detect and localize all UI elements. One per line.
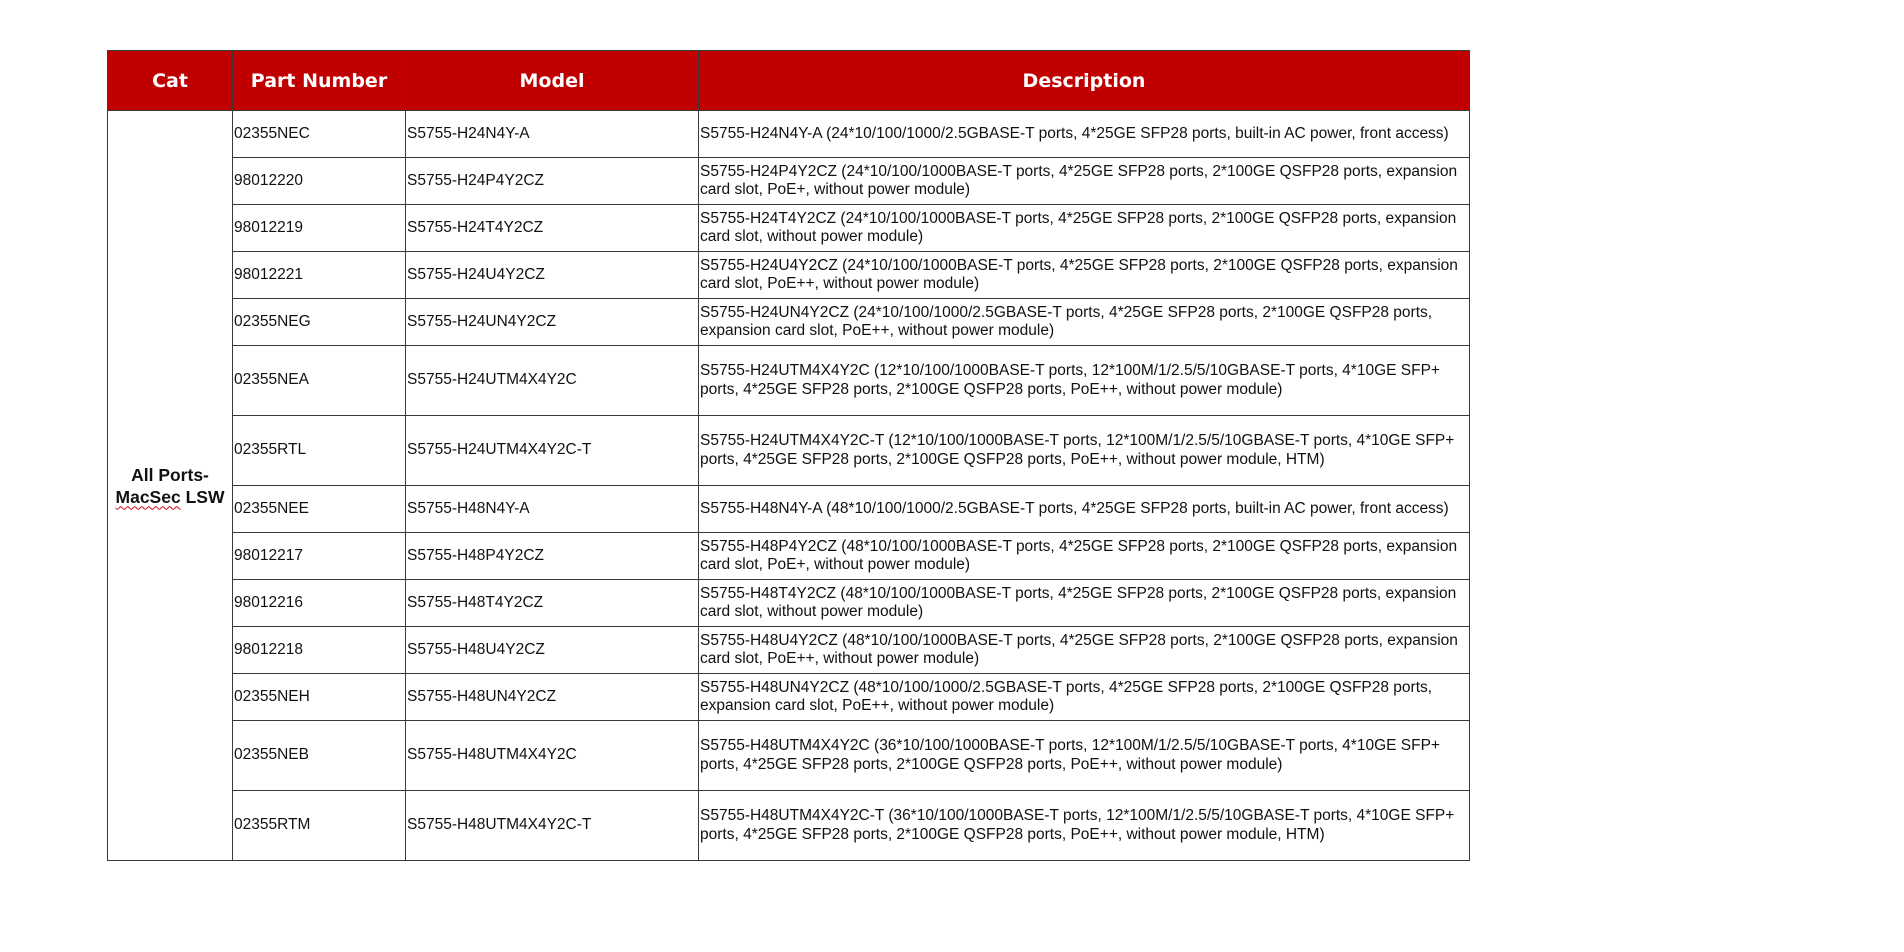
part-number-cell: 02355NEA	[233, 346, 406, 416]
part-number-cell: 98012217	[233, 533, 406, 580]
description-cell: S5755-H48T4Y2CZ (48*10/100/1000BASE-T ports, 4*25GE SFP28 ports, 2*100GE QSFP28 ports, expansion card slot, without power module)	[699, 580, 1470, 627]
model-cell: S5755-H48T4Y2CZ	[406, 580, 699, 627]
model-cell: S5755-H48N4Y-A	[406, 486, 699, 533]
table-body	[108, 111, 1470, 861]
table-row	[108, 533, 1470, 580]
part-number-cell: 02355RTL	[233, 416, 406, 486]
part-number-cell: 02355NEG	[233, 299, 406, 346]
description-cell: S5755-H24T4Y2CZ (24*10/100/1000BASE-T ports, 4*25GE SFP28 ports, 2*100GE QSFP28 ports, expansion card slot, without power module)	[699, 205, 1470, 252]
column-header-description: Description	[699, 51, 1470, 111]
table-row	[108, 158, 1470, 205]
model-cell: S5755-H24UTM4X4Y2C-T	[406, 416, 699, 486]
description-cell: S5755-H48N4Y-A (48*10/100/1000/2.5GBASE-T ports, 4*25GE SFP28 ports, built-in AC power, front access)	[699, 486, 1470, 533]
part-number-cell: 02355RTM	[233, 791, 406, 861]
table-row	[108, 580, 1470, 627]
part-number-cell: 98012216	[233, 580, 406, 627]
column-header-model: Model	[406, 51, 699, 111]
description-cell: S5755-H24UN4Y2CZ (24*10/100/1000/2.5GBASE-T ports, 4*25GE SFP28 ports, 2*100GE QSFP28 ports, expansion card slot, PoE++, without power module)	[699, 299, 1470, 346]
column-header-cat: Cat	[108, 51, 233, 111]
category-word-lsw: LSW	[185, 486, 225, 507]
part-number-cell: 02355NEC	[233, 111, 406, 158]
table-row	[108, 674, 1470, 721]
part-number-cell: 98012218	[233, 627, 406, 674]
model-cell: S5755-H24N4Y-A	[406, 111, 699, 158]
part-number-cell: 02355NEH	[233, 674, 406, 721]
model-cell: S5755-H24T4Y2CZ	[406, 205, 699, 252]
part-number-cell: 02355NEB	[233, 721, 406, 791]
part-number-cell: 98012219	[233, 205, 406, 252]
description-cell: S5755-H24UTM4X4Y2C (12*10/100/1000BASE-T ports, 12*100M/1/2.5/5/10GBASE-T ports, 4*10GE SFP+ ports, 4*25GE SFP28 ports, 2*100GE QSFP28 ports, PoE++, without power module)	[699, 346, 1470, 416]
table-row	[108, 252, 1470, 299]
description-cell: S5755-H48UTM4X4Y2C (36*10/100/1000BASE-T ports, 12*100M/1/2.5/5/10GBASE-T ports, 4*10GE SFP+ ports, 4*25GE SFP28 ports, 2*100GE QSFP28 ports, PoE++, without power module)	[699, 721, 1470, 791]
category-cell	[108, 111, 233, 861]
description-cell: S5755-H48UTM4X4Y2C-T (36*10/100/1000BASE-T ports, 12*100M/1/2.5/5/10GBASE-T ports, 4*10GE SFP+ ports, 4*25GE SFP28 ports, 2*100GE QSFP28 ports, PoE++, without power module, HTM)	[699, 791, 1470, 861]
model-cell: S5755-H24UTM4X4Y2C	[406, 346, 699, 416]
table-row	[108, 721, 1470, 791]
table-row	[108, 205, 1470, 252]
product-table	[107, 50, 1470, 861]
description-cell: S5755-H24U4Y2CZ (24*10/100/1000BASE-T ports, 4*25GE SFP28 ports, 2*100GE QSFP28 ports, expansion card slot, PoE++, without power module)	[699, 252, 1470, 299]
description-cell: S5755-H48U4Y2CZ (48*10/100/1000BASE-T ports, 4*25GE SFP28 ports, 2*100GE QSFP28 ports, expansion card slot, PoE++, without power module)	[699, 627, 1470, 674]
part-number-cell: 02355NEE	[233, 486, 406, 533]
model-cell: S5755-H24P4Y2CZ	[406, 158, 699, 205]
table-row	[108, 627, 1470, 674]
description-cell: S5755-H48UN4Y2CZ (48*10/100/1000/2.5GBASE-T ports, 4*25GE SFP28 ports, 2*100GE QSFP28 ports, expansion card slot, PoE++, without power module)	[699, 674, 1470, 721]
model-cell: S5755-H24UN4Y2CZ	[406, 299, 699, 346]
description-cell: S5755-H24UTM4X4Y2C-T (12*10/100/1000BASE-T ports, 12*100M/1/2.5/5/10GBASE-T ports, 4*10GE SFP+ ports, 4*25GE SFP28 ports, 2*100GE QSFP28 ports, PoE++, without power module, HTM)	[699, 416, 1470, 486]
category-word-macsec: MacSec	[115, 486, 181, 507]
category-line-1: All Ports-	[131, 464, 209, 485]
table-row	[108, 486, 1470, 533]
model-cell: S5755-H48U4Y2CZ	[406, 627, 699, 674]
table-row	[108, 299, 1470, 346]
column-header-part-number: Part Number	[233, 51, 406, 111]
description-cell: S5755-H24P4Y2CZ (24*10/100/1000BASE-T ports, 4*25GE SFP28 ports, 2*100GE QSFP28 ports, expansion card slot, PoE+, without power module)	[699, 158, 1470, 205]
model-cell: S5755-H24U4Y2CZ	[406, 252, 699, 299]
header-row	[108, 51, 1470, 111]
part-number-cell: 98012221	[233, 252, 406, 299]
model-cell: S5755-H48UN4Y2CZ	[406, 674, 699, 721]
model-cell: S5755-H48UTM4X4Y2C-T	[406, 791, 699, 861]
description-cell: S5755-H48P4Y2CZ (48*10/100/1000BASE-T ports, 4*25GE SFP28 ports, 2*100GE QSFP28 ports, expansion card slot, PoE+, without power module)	[699, 533, 1470, 580]
model-cell: S5755-H48P4Y2CZ	[406, 533, 699, 580]
part-number-cell: 98012220	[233, 158, 406, 205]
table-row	[108, 346, 1470, 416]
model-cell: S5755-H48UTM4X4Y2C	[406, 721, 699, 791]
description-cell: S5755-H24N4Y-A (24*10/100/1000/2.5GBASE-T ports, 4*25GE SFP28 ports, built-in AC power, front access)	[699, 111, 1470, 158]
table-row	[108, 111, 1470, 158]
table-row	[108, 416, 1470, 486]
table-row	[108, 791, 1470, 861]
